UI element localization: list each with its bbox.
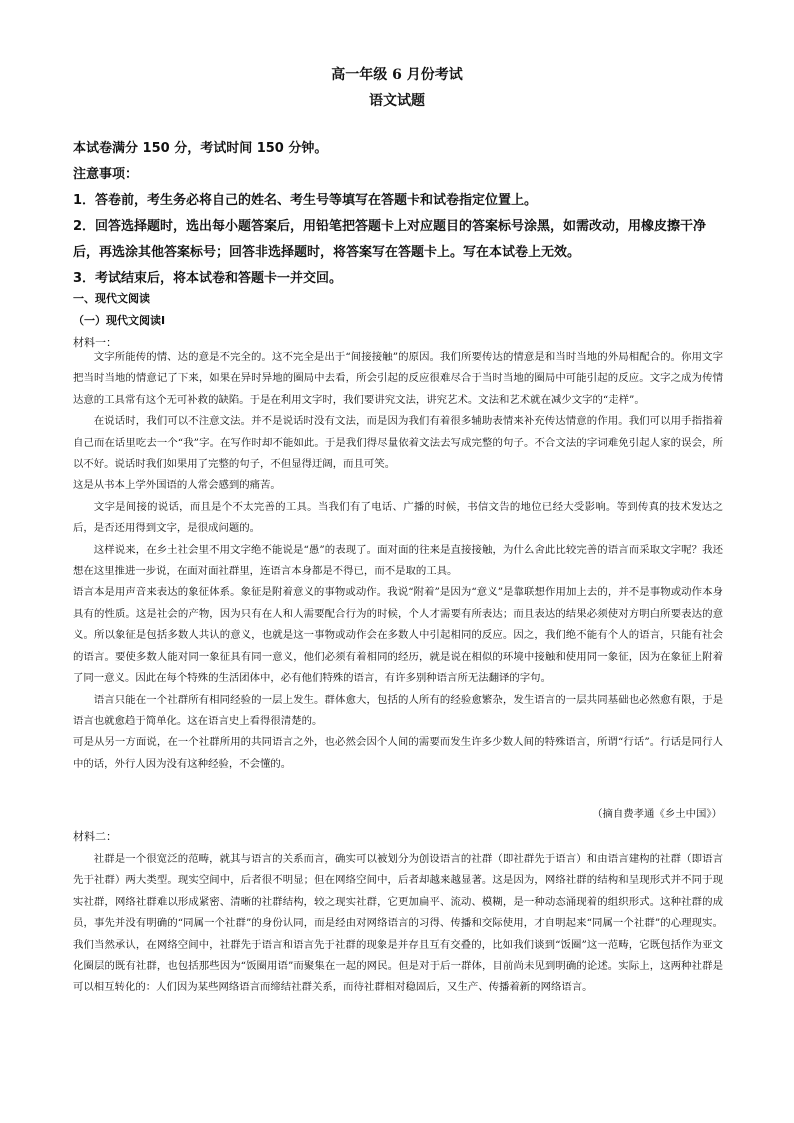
paragraph: 语言本是用声音来表达的象征体系。象征是附着意义的事物或动作。我说“附着”是因为“意义”是靠联想作用加上去的，并不是事物或动作本身具有的性质。这是社会的产物，因为只有在人和人需要配合行为的时候，个人才需要有所表达；而且表达的结果必须使对方明白所要表达的意义。所以象征是包括多数人共认的意义，也就是这一事物或动作会在多数人中引起相同的反应。因之，我们绝不能有个人的语言，只能有社会的语言。要使多数人能对同一象征具有同一意义，他们必须有着相同的经历，就是说在相似的环境中接触和使用同一象征，因为在象征上附着了同一意义。因此在每个特殊的生活团体中，必有他们特殊的语言，有许多别种语言所无法翻译的字句。 bbox=[73, 586, 723, 685]
notice-item-1: 1．答卷前，考生务必将自己的姓名、考生号等填写在答题卡和试卷指定位置上。 bbox=[73, 193, 538, 208]
notice-item-2: 2．回答选择题时，选出每小题答案后，用铅笔把答题卡上对应题目的答案标号涂黑，如需改动，用橡皮擦干净后，再选涂其他答案标号；回答非选择题时，将答案写在答题卡上。写在本试卷上无效。 bbox=[73, 219, 707, 260]
paragraph: 在说话时，我们可以不注意文法。并不是说话时没有文法，而是因为我们有着很多辅助表情来补充传达情意的作用。我们可以用手指指着自己而在话里吃去一个“我”字。在写作时却不能如此。于是我们得尽量依着文法去写成完整的句子。不合文法的字词难免引起人家的误会，所以不好。说话时我们如果用了完整的句子，不但显得迂阔，而且可笑。 bbox=[73, 415, 723, 471]
source-citation: （摘自费孝通《乡土中国》） bbox=[592, 808, 722, 820]
material-2-label: 材料二： bbox=[73, 830, 117, 843]
paragraph: 可是从另一方面说，在一个社群所用的共同语言之外，也必然会因个人间的需要而发生许多少数人间的特殊语言，所谓“行话”。行话是同行人中的话，外行人因为没有这种经验，不会懂的。 bbox=[73, 736, 723, 770]
paragraph: 语言只能在一个社群所有相同经验的一层上发生。群体愈大，包括的人所有的经验愈繁杂，发生语言的一层共同基础也必然愈有限，于是语言也就愈趋于简单化。这在语言史上看得很清楚的。 bbox=[73, 693, 723, 727]
material-1-text bbox=[73, 347, 723, 775]
paragraph: 文字所能传的情、达的意是不完全的。这不完全是出于“间接接触”的原因。我们所要传达的情意是和当时当地的外局相配合的。你用文字把当时当地的情意记了下来，如果在异时异地的圈局中去看，所会引起的反应很难尽合于当时当地的圈局中可能引起的反应。文字之成为传情达意的工具常有这个无可补救的缺陷。于是在利用文字时，我们要讲究文法，讲究艺术。文法和艺术就在减少文字的“走样”。 bbox=[73, 351, 723, 406]
subsection-heading: （一）现代文阅读Ⅰ bbox=[73, 314, 166, 327]
notice-item-3: 3．考试结束后，将本试卷和答题卡一并交回。 bbox=[73, 271, 343, 286]
material-1-label: 材料一： bbox=[73, 336, 117, 349]
exam-title: 高一年级 6 月份考试 bbox=[331, 67, 463, 83]
material-2-text bbox=[73, 849, 723, 999]
score-line: 本试卷满分 150 分，考试时间 150 分钟。 bbox=[73, 141, 328, 156]
paragraph: 社群是一个很宽泛的范畴，就其与语言的关系而言，确实可以被划分为创设语言的社群（即社群先于语言）和由语言建构的社群（即语言先于社群）两大类型。现实空间中，后者很不明显；但在网络空间中，后者却越来越显著。这是因为，网络社群的结构和呈现形式并不同于现实社群，网络社群难以形成紧密、清晰的社群结构，较之现实社群，它更加扁平、流动、模糊，是一种动态涌现着的组织形式。这种社群的成员，事先并没有明确的“同属一个社群”的身份认同，而是经由对网络语言的习得、传播和交际使用，才自明起来“同属一个社群”的心理现实。我们当然承认，在网络空间中，社群先于语言和语言先于社群的现象是并存且互有交叠的，比如我们谈到“饭圈”这一范畴，它既包括作为亚文化圈层的既有社群，也包括那些因为“饭圈用语”而聚集在一起的网民。但是对于后一群体，目前尚未见到明确的论述。实际上，这两种社群是可以相互转化的：人们因为某些网络语言而缔结社群关系，而待社群相对稳固后，又生产、传播着新的网络语言。 bbox=[73, 853, 723, 994]
paragraph: 这样说来，在乡土社会里不用文字绝不能说是“愚”的表现了。面对面的往来是直接接触，为什么舍此比较完善的语言而采取文字呢？我还想在这里推进一步说，在面对面社群里，连语言本身都是不得已，而不是取的工具。 bbox=[73, 543, 723, 578]
paragraph: 文字是间接的说话，而且是个不太完善的工具。当我们有了电话、广播的时候，书信文告的地位已经大受影响。等到传真的技术发达之后，是否还用得到文字，是很成问题的。 bbox=[73, 500, 723, 535]
instructions-block bbox=[73, 136, 721, 292]
section-heading: 一、现代文阅读 bbox=[73, 292, 150, 305]
exam-subtitle: 语文试题 bbox=[369, 93, 425, 109]
notice-heading: 注意事项： bbox=[73, 167, 139, 182]
paragraph: 这是从书本上学外国语的人常会感到的痛苦。 bbox=[73, 479, 281, 492]
